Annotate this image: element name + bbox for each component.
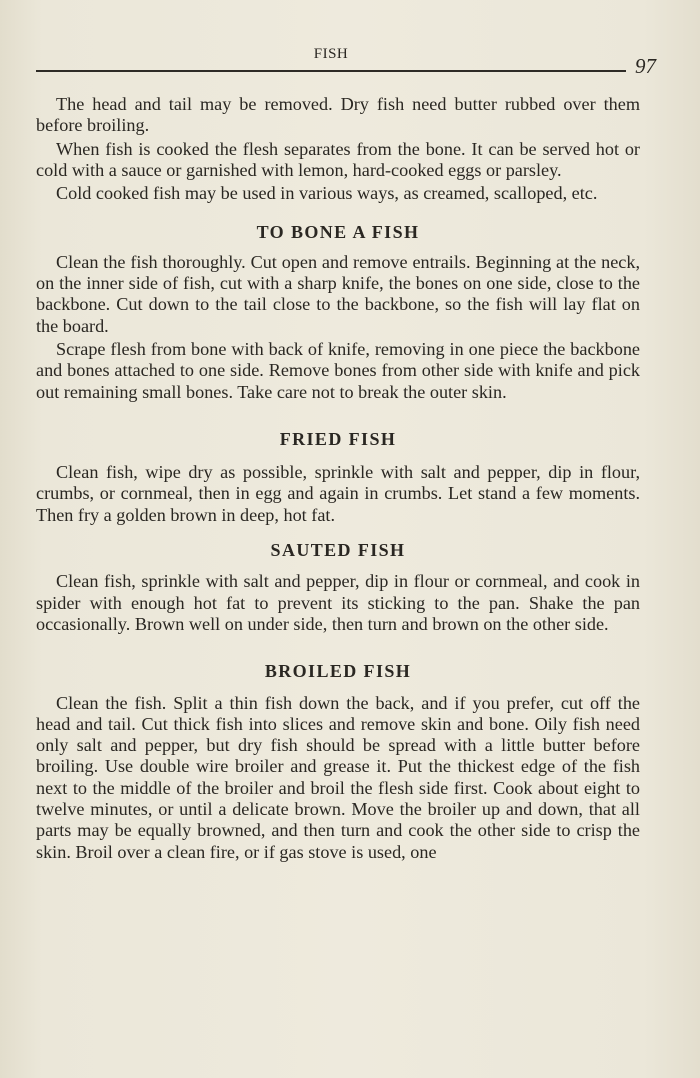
section-paragraph: Scrape flesh from bone with back of knife, removing in one piece the backbone and bones attached to one side. Remove bones from other side with knife and pick out remaining small bones. Take care not to break the outer skin. bbox=[36, 338, 640, 402]
intro-paragraph: When fish is cooked the flesh separates from the bone. It can be served hot or cold with a sauce or garnished with lemon, hard-cooked eggs or parsley. bbox=[36, 138, 640, 180]
running-head-title: FISH bbox=[313, 46, 349, 62]
section-paragraph: Clean the fish. Split a thin fish down the back, and if you prefer, cut off the head and tail. Cut thick fish into slices and remove skin and bone. Oily fish need only salt and pepper, but dry fish should be spread with a little butter before broiling. Use double wire broiler and grease it. Put the thickest edge of the fish next to the middle of the broiler and broil the flesh side first. Cook about eight to twelve minutes, or until a delicate brown. Move the broiler up and down, that all parts may be equally browned, and then turn and cook the other side to crisp the skin. Broil over a clean fire, or if gas stove is used, one bbox=[36, 692, 640, 862]
intro-paragraph: Cold cooked fish may be used in various ways, as creamed, scalloped, etc. bbox=[56, 183, 598, 204]
section-paragraph: Clean fish, sprinkle with salt and pepper, dip in flour or cornmeal, and cook in spider with enough hot fat to prevent its sticking to the pan. Shake the pan occasionally. Brown well on under side, then turn and brown on the other side. bbox=[36, 571, 640, 634]
section-paragraph: Clean fish, wipe dry as possible, sprinkle with salt and pepper, dip in flour, crumbs, or cornmeal, then in egg and again in crumbs. Let stand a few moments. Then fry a golden brown in deep, hot fat. bbox=[36, 462, 640, 525]
page-body bbox=[36, 94, 640, 865]
intro-paragraph: The head and tail may be removed. Dry fish need butter rubbed over them before broiling. bbox=[36, 94, 640, 136]
section-heading-sauted: SAUTED FISH bbox=[270, 540, 406, 561]
section-heading-to-bone: TO BONE A FISH bbox=[256, 222, 420, 243]
section-heading-broiled: BROILED FISH bbox=[264, 661, 412, 682]
header-rule bbox=[36, 70, 626, 72]
page-number: 97 bbox=[635, 54, 656, 78]
section-paragraph: Clean the fish thoroughly. Cut open and remove entrails. Beginning at the neck, on the inner side of fish, cut with a sharp knife, the bones on one side, close to the backbone. Cut down to the tail close to the backbone, so the fish will lay flat on the board. bbox=[36, 251, 640, 336]
section-heading-fried: FRIED FISH bbox=[279, 428, 397, 449]
running-head bbox=[36, 46, 626, 63]
